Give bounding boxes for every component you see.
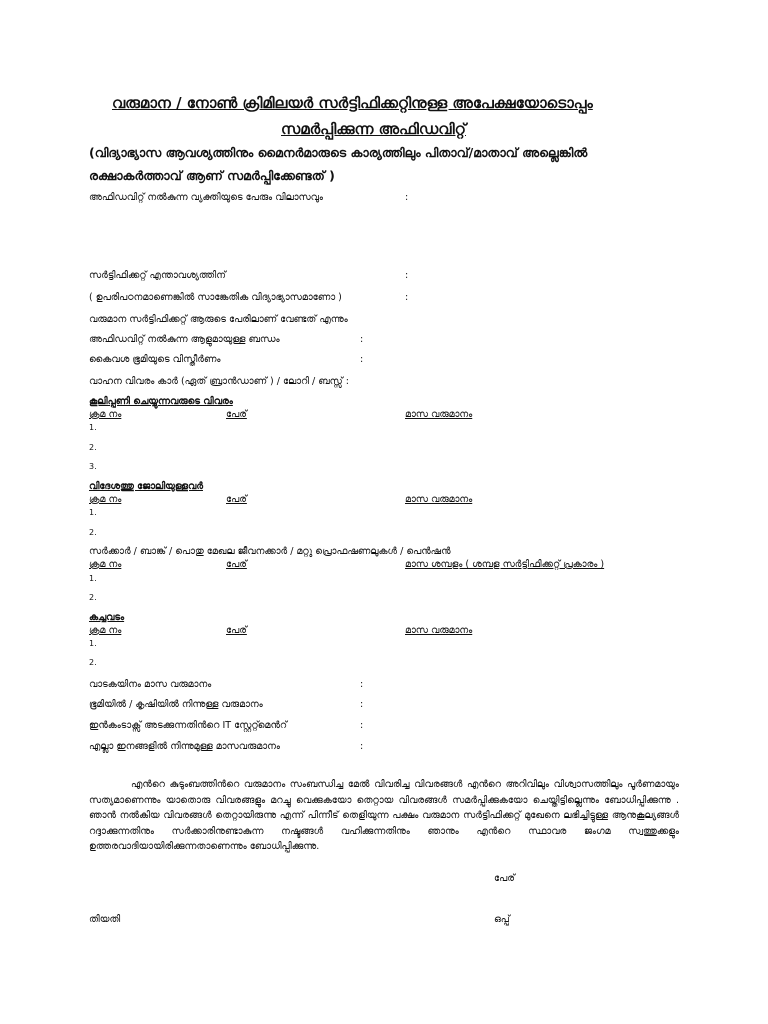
col-header-name: പേര് (226, 409, 247, 420)
row-number: 3. (89, 462, 97, 471)
field-applicant-colon: : (405, 192, 409, 203)
signature-sign-label: ഒപ്പ് (494, 914, 510, 925)
field-rent-label: വാടകയിനം മാസ വരുമാനം (89, 679, 212, 690)
field-relation-label: അഫിഡവിറ്റ് നല്‍കുന്ന ആളുമായുള്ള ബന്ധം (89, 334, 280, 345)
document-title-line1: വരുമാന / നോണ്‍ ക്രിമിലയര്‍ സര്‍ട്ടിഫിക്കറ്റിനുള്ള അപേക്ഷയോടൊപ്പം (112, 94, 593, 112)
field-vehicle-label: വാഹന വിവരം കാര്‍ (ഏത് ബ്രാന്‍ഡാണ് ) / ലോറി / ബസ്സ് : (89, 376, 349, 387)
col-header-serial: ക്രമ നം (89, 625, 122, 636)
document-subtitle-line1: (വിദ്യാഭ്യാസ ആവശ്യത്തിനും മൈനര്‍മാരുടെ കാര്യത്തിലും പിതാവ്/മാതാവ് അല്ലെങ്കില്‍ (89, 145, 588, 160)
field-higher-edu-label: ( ഉപരിപഠനമാണെങ്കില്‍ സാങ്കേതിക വിദ്യാഭ്യാസമാണോ ) (89, 292, 342, 303)
col-header-name: പേര് (226, 494, 247, 505)
col-header-income: മാസ വരുമാനം (405, 409, 473, 420)
col-header-serial: ക്രമ നം (89, 494, 122, 505)
field-purpose-colon: : (405, 270, 409, 281)
row-number: 2. (89, 658, 97, 667)
signature-date-label: തിയതി (89, 914, 121, 925)
col-header-serial: ക്രമ നം (89, 559, 122, 570)
field-land-area-label: കൈവശ ഭൂമിയുടെ വിസ്തീര്‍ണം (89, 354, 221, 365)
field-higher-edu-colon: : (405, 292, 409, 303)
col-header-income: മാസ വരുമാനം (405, 625, 473, 636)
row-number: 1. (89, 508, 97, 517)
field-total-label: എല്ലാ ഇനങ്ങളില്‍ നിന്നുമുള്ള മാസവരുമാനം (89, 741, 280, 752)
field-whose-name-label: വരുമാന സര്‍ട്ടിഫിക്കറ്റ് ആരുടെ പേരിലാണ് വേണ്ടത് എന്നും (89, 314, 348, 325)
field-total-colon: : (360, 741, 364, 752)
field-agri-colon: : (360, 699, 364, 710)
row-number: 1. (89, 639, 97, 648)
field-applicant-label: അഫിഡവിറ്റ് നല്‍കുന്ന വ്യക്തിയുടെ പേരും വിലാസവും (89, 192, 323, 203)
field-purpose-label: സര്‍ട്ടിഫിക്കറ്റ് എന്താവശ്യത്തിന് (89, 270, 226, 281)
row-number: 2. (89, 443, 97, 452)
section-employees-title: സര്‍ക്കാര്‍ / ബാങ്ക് / പൊതു മേഖല ജീവനക്കാര്‍ / മറ്റു പ്രൊഫഷണലുകള്‍ / പെന്‍ഷന്‍ (89, 546, 451, 557)
field-rent-colon: : (360, 679, 364, 690)
col-header-name: പേര് (226, 559, 247, 570)
col-header-salary: മാസ ശമ്പളം ( ശമ്പള സര്‍ട്ടിഫിക്കറ്റ് പ്രകാരം ) (405, 559, 605, 570)
col-header-serial: ക്രമ നം (89, 409, 122, 420)
declaration-paragraph: എന്‍റെ കുടുംബത്തിന്‍റെ വരുമാനം സംബന്ധിച്ച മേല്‍ വിവരിച്ച വിവരങ്ങള്‍ എന്‍റെ അറിവിലും വിശ്വാസത്തിലും പൂര്‍ണമായും സത്യമാണെന്നും യാതൊരു വിവരങ്ങളും മറച്ചു വെക്കുകയോ തെറ്റായ വിവരങ്ങള്‍ സമര്‍പ്പിക്കുകയോ ചെയ്തിട്ടില്ലെന്നും ബോധിപ്പിക്കുന്നു . ഞാന്‍ നല്‍കിയ വിവരങ്ങള്‍ തെറ്റായിരുന്നു എന്ന് പിന്നീട് തെളിയുന്ന പക്ഷം വരുമാന സര്‍ട്ടിഫിക്കറ്റ് മുഖേനെ ലഭിച്ചിട്ടുള്ള ആനുകൂല്യങ്ങള്‍ റദ്ദാക്കുന്നതിനും സര്‍ക്കാരിനുണ്ടാകുന്ന നഷ്ടങ്ങള്‍ വഹിക്കുന്നതിനും ഞാനും എന്‍റെ സ്ഥാവര ജംഗമ സ്വത്തുക്കളും ഉത്തരവാദിയായിരിക്കുന്നതാണെന്നും ബോധിപ്പിക്കുന്നു. (89, 779, 679, 852)
field-land-area-colon: : (360, 354, 364, 365)
field-agri-label: ഭൂമിയില്‍ / കൃഷിയില്‍ നിന്നുള്ള വരുമാനം (89, 699, 263, 710)
section-abroad-title: വിദേശത്തു ജോലിയുള്ളവര്‍ (89, 481, 203, 492)
document-subtitle-line2: രക്ഷാകര്‍ത്താവ് ആണ് സമര്‍പ്പിക്കേണ്ടത് ) (89, 168, 335, 183)
section-business-title: കച്ചവടം (89, 612, 125, 623)
col-header-income: മാസ വരുമാനം (405, 494, 473, 505)
signature-name-label: പേര് (494, 873, 515, 884)
row-number: 1. (89, 423, 97, 432)
field-relation-colon: : (360, 334, 364, 345)
row-number: 2. (89, 593, 97, 602)
field-tax-colon: : (360, 720, 364, 731)
section-labourers-title: കൂലിപ്പണി ചെയ്യുന്നവരുടെ വിവരം (89, 396, 233, 407)
row-number: 1. (89, 574, 97, 583)
document-title-line2: സമര്‍പ്പിക്കുന്ന അഫിഡവിറ്റ് (281, 120, 466, 138)
col-header-name: പേര് (226, 625, 247, 636)
row-number: 2. (89, 528, 97, 537)
field-tax-label: ഇന്‍കംടാക്സ് അടക്കുന്നതിന്‍റെ IT സ്റ്റേറ്റ്മെന്‍റ് (89, 720, 288, 731)
